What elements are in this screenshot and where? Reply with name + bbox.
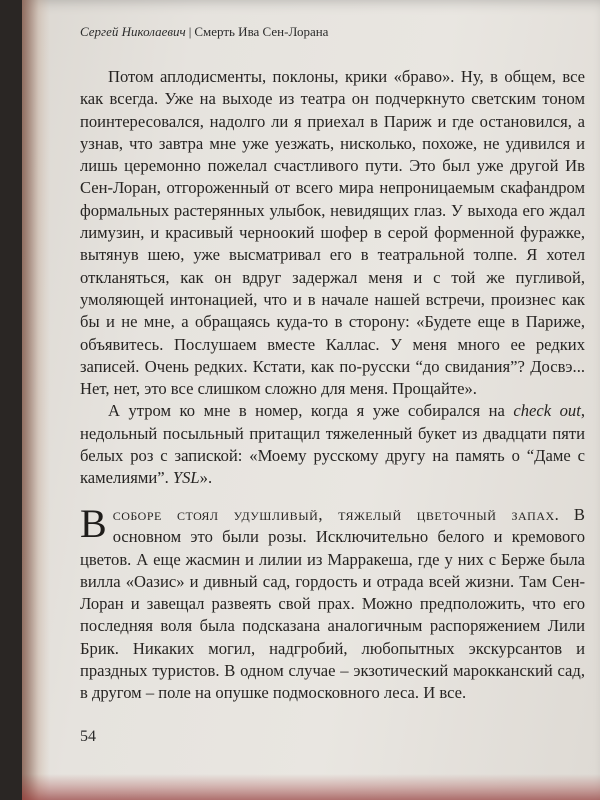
section-2-lead: соборе стоял удушливый, тяжелый цветочный запах. <box>112 505 560 524</box>
paragraph-2-emphasis-checkout: check out <box>513 401 581 421</box>
book-page <box>22 0 600 800</box>
running-header <box>80 24 328 40</box>
paragraph-2-part-c: ». <box>199 468 213 488</box>
section-2 <box>80 501 585 705</box>
paragraph-1: Потом аплодисменты, поклоны, крики «браво». Ну, в общем, все как всегда. Уже на выходе из театра он подчеркнуто светским тоном поинтересовался, надолго ли я приехал в Париж и где остановился, а узнав, что завтра мне уже уезжать, нисколько, похоже, не удивился и лишь церемонно пожелал счастливого пути. Это был уже другой Ив Сен-Лоран, отгороженный от всего мира непроницаемым скафандром формальных растерянных улыбок, невидящих глаз. У выхода его ждал лимузин, и красивый черноокий шофер в серой форменной фуражке, вытянув шею, уже высматривал его в театральной толпе. Я хотел откланяться, как он вдруг задержал меня и с той же пугливой, умоляющей интонацией, что и в начале нашей встречи, произнес как бы и не мне, а обращаясь куда-то в сторону: «Будете еще в Париже, объявитесь. Послушаем вместе Каллас. У меня много ее редких записей. Очень редких. Кстати, как по-русски “до свидания”? Досвэ... Нет, нет, это все слишком сложно для меня. Прощайте». <box>80 67 585 399</box>
main-text <box>80 66 585 490</box>
page-number: 54 <box>80 728 96 745</box>
paragraph-2-part-a: А утром ко мне в номер, когда я уже собирался на <box>108 401 514 421</box>
paragraph-2-emphasis-ysl: YSL <box>172 468 200 488</box>
section-2-body: В основном это были розы. Исключительно белого и кремового цветов. А еще жасмин и лилии из Марракеша, где у них с Берже была вилла «Оазис» и дивный сад, гордость и отрада всей жизни. Там Сен-Лоран и завещал развеять свой прах. Можно предположить, что его последняя воля была подсказана аналогичным распоряжением Лили Брик. Никаких могил, надгробий, любопытных экскурсантов и праздных туристов. В одном случае – экзотический марокканский сад, в другом – поле на опушке подмосковного леса. И все. <box>80 505 585 703</box>
header-author: Сергей Николаевич <box>80 24 186 39</box>
paragraph-2 <box>80 400 585 489</box>
page-left-edge-shadow <box>22 0 50 800</box>
header-separator: | <box>188 24 192 39</box>
drop-cap: В <box>80 501 107 546</box>
header-title: Смерть Ива Сен-Лорана <box>194 24 329 39</box>
page-bottom-edge <box>22 774 600 800</box>
paragraph-2-part-b: , недольный посыльный притащил тяжеленный букет из двадцати пяти белых роз с запиской: «Моему русскому другу на память о “Даме с камелиями”. <box>80 401 585 488</box>
